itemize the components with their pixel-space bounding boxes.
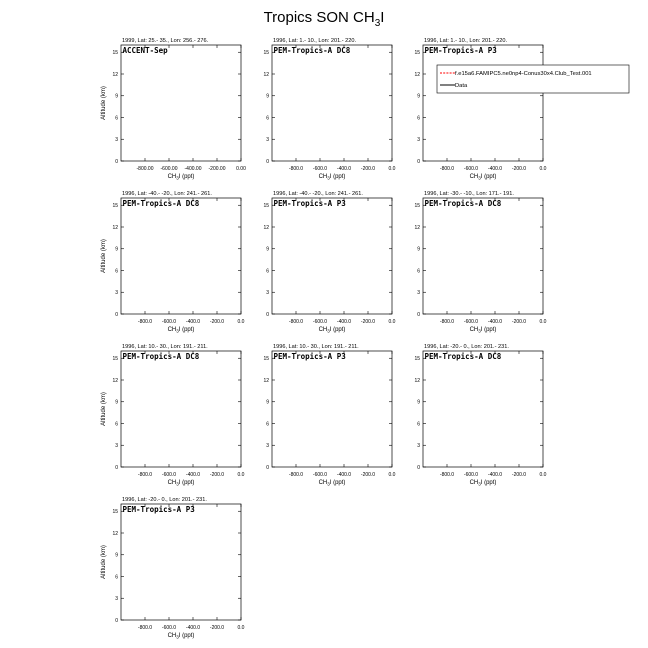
x-tick-label: -400.0 [487,319,503,325]
legend-entry: Data [455,83,468,89]
x-axis-label-subscript: 3 [327,328,330,334]
y-tick-label: 0 [115,158,118,165]
x-tick-label: -800.00 [136,166,154,172]
x-tick-label: -600.0 [312,472,328,478]
x-tick-label: -200.00 [208,166,226,172]
x-axis-label-main: CH [469,174,479,180]
y-tick-label: 6 [266,268,269,275]
y-tick-label: 6 [115,115,118,122]
x-tick-label: -400.00 [184,166,202,172]
x-axis-label-end: I (ppt) [178,327,195,333]
x-axis-label [319,480,346,487]
x-tick-label: -600.0 [463,319,479,325]
x-axis-label [319,174,346,181]
y-tick-label: 0 [115,311,118,318]
x-tick-label: 0.0 [539,166,547,172]
panel-info: 1999, Lat: 25.- 35., Lon: 256.- 276. [122,38,209,44]
y-tick-label: 0 [417,464,420,471]
x-axis-label-subscript: 3 [327,481,330,487]
x-tick-label: -600.0 [312,319,328,325]
x-tick-label: -600.00 [160,166,178,172]
y-tick-label: 3 [266,290,269,297]
legend-entry: f.e15a6.FAMIPC5.ne0np4-Conus30x4.Club_Test.001 [455,71,592,77]
x-axis-label [168,480,195,487]
y-tick-label: 3 [115,137,118,144]
x-tick-label: -600.0 [463,166,479,172]
x-tick-label: -800.0 [439,166,455,172]
y-tick-label: 9 [115,93,118,100]
x-tick-label: -600.0 [463,472,479,478]
figure-title-main: Tropics SON CH [263,9,375,26]
y-tick-label: 12 [263,71,269,78]
panel-info: 1996, Lat: 1.- 10., Lon: 201.- 220. [424,38,508,44]
y-tick-label: 9 [417,93,420,100]
y-tick-label: 0 [266,311,269,318]
y-tick-label: 12 [414,71,420,78]
plot-frame [423,351,543,467]
x-axis-label-subscript: 3 [176,175,179,181]
plot-frame [423,198,543,314]
y-tick-label: 6 [115,574,118,581]
panel-label: PEM-Tropics-A P3 [273,352,346,361]
y-tick-label: 15 [263,203,269,210]
x-tick-label: -200.0 [360,166,376,172]
y-tick-label: 15 [112,50,118,57]
y-tick-label: 15 [414,203,420,210]
x-tick-label: 0.0 [539,472,547,478]
x-axis-label [470,174,497,181]
x-tick-label: -400.0 [185,625,201,631]
y-tick-label: 15 [263,50,269,57]
x-tick-label: -200.0 [360,472,376,478]
x-axis-label-subscript: 3 [478,328,481,334]
x-tick-label: -800.0 [439,472,455,478]
x-tick-label: -800.0 [137,472,153,478]
y-tick-label: 3 [115,443,118,450]
panel-label: PEM-Tropics-A P3 [122,505,195,514]
x-axis-label-end: I (ppt) [178,174,195,180]
y-tick-label: 3 [266,137,269,144]
x-axis-label-end: I (ppt) [480,327,497,333]
x-tick-label: 0.0 [388,166,396,172]
x-axis-label-subscript: 3 [478,481,481,487]
y-tick-label: 15 [263,356,269,363]
figure-title-end: I [380,9,385,26]
y-tick-label: 6 [266,115,269,122]
panel-label: PEM-Tropics-A DC8 [424,199,502,208]
x-tick-label: -200.0 [209,319,225,325]
y-tick-label: 6 [115,421,118,428]
y-tick-label: 3 [417,290,420,297]
x-axis-label-main: CH [469,327,479,333]
y-tick-label: 9 [266,246,269,253]
y-tick-label: 3 [417,137,420,144]
x-axis-label-subscript: 3 [176,634,179,640]
y-tick-label: 12 [112,377,118,384]
x-tick-label: 0.0 [237,472,245,478]
plot-frame [272,45,392,161]
x-tick-label: -200.0 [511,472,527,478]
x-tick-label: -800.0 [439,319,455,325]
plot-frame [272,198,392,314]
y-axis-label: Altitude (km) [101,86,107,120]
y-tick-label: 9 [266,399,269,406]
y-tick-label: 9 [115,246,118,253]
plot-frame [121,198,241,314]
x-tick-label: -400.0 [336,472,352,478]
y-tick-label: 6 [417,115,420,122]
panel-info: 1996, Lat: 1.- 10., Lon: 201.- 220. [273,38,357,44]
x-tick-label: -800.0 [288,472,304,478]
x-axis-label [168,633,195,640]
y-tick-label: 9 [417,399,420,406]
y-axis-label: Altitude (km) [101,545,107,579]
plot-frame [121,504,241,620]
y-tick-label: 6 [417,421,420,428]
x-tick-label: 0.00 [236,166,246,172]
x-tick-label: -200.0 [511,166,527,172]
panel-label: ACCENT-Sep [122,46,168,55]
y-tick-label: 0 [115,464,118,471]
panel-info: 1996, Lat: 10.- 30., Lon: 191.- 211. [122,344,208,350]
y-tick-label: 0 [417,311,420,318]
plot-frame [121,351,241,467]
x-tick-label: -400.0 [487,166,503,172]
plot-frame [423,45,543,161]
y-tick-label: 3 [417,443,420,450]
x-axis-label-main: CH [318,327,328,333]
x-axis-label [470,480,497,487]
x-tick-label: -800.0 [288,319,304,325]
panel-info: 1996, Lat: -20.- 0., Lon: 201.- 231. [122,497,207,503]
y-tick-label: 12 [112,530,118,537]
y-tick-label: 12 [112,224,118,231]
y-tick-label: 12 [414,224,420,231]
x-tick-label: -400.0 [185,319,201,325]
figure-title-subscript: 3 [374,18,381,29]
y-axis-label: Altitude (km) [101,239,107,273]
x-tick-label: -400.0 [336,319,352,325]
panel-info: 1996, Lat: -30.- -10., Lon: 171.- 191. [424,191,514,197]
y-tick-label: 3 [115,290,118,297]
x-axis-label-end: I (ppt) [178,480,195,486]
y-tick-label: 0 [417,158,420,165]
y-tick-label: 3 [115,596,118,603]
panel-info: 1996, Lat: -20.- 0., Lon: 201.- 231. [424,344,509,350]
x-axis-label-end: I (ppt) [480,174,497,180]
x-axis-label-subscript: 3 [176,481,179,487]
y-tick-label: 9 [115,399,118,406]
plot-frame [272,351,392,467]
x-axis-label-subscript: 3 [478,175,481,181]
x-axis-label-end: I (ppt) [480,480,497,486]
x-axis-label [168,174,195,181]
y-tick-label: 15 [414,50,420,57]
y-tick-label: 9 [115,552,118,559]
x-tick-label: 0.0 [237,625,245,631]
y-tick-label: 6 [115,268,118,275]
x-axis-label-end: I (ppt) [329,480,346,486]
x-tick-label: 0.0 [237,319,245,325]
x-axis-label [319,327,346,334]
plot-frame [121,45,241,161]
x-tick-label: -600.0 [161,625,177,631]
x-axis-label-main: CH [167,174,177,180]
x-tick-label: 0.0 [388,472,396,478]
x-tick-label: -200.0 [511,319,527,325]
x-axis-label [168,327,195,334]
x-axis-label-end: I (ppt) [178,633,195,639]
y-axis-label: Altitude (km) [101,392,107,426]
panel-info: 1996, Lat: -40.- -20., Lon: 241.- 261. [122,191,212,197]
panel-label: PEM-Tropics-A DC8 [122,352,200,361]
y-tick-label: 12 [414,377,420,384]
y-tick-label: 15 [112,203,118,210]
x-tick-label: -800.0 [137,319,153,325]
y-tick-label: 9 [266,93,269,100]
panel-label: PEM-Tropics-A DC8 [273,46,351,55]
y-tick-label: 15 [414,356,420,363]
panel-info: 1996, Lat: -40.- -20., Lon: 241.- 261. [273,191,363,197]
x-tick-label: -600.0 [161,319,177,325]
x-axis-label-main: CH [318,174,328,180]
y-tick-label: 3 [266,443,269,450]
x-axis-label-main: CH [167,633,177,639]
x-axis-label-end: I (ppt) [329,174,346,180]
x-axis-label-main: CH [167,480,177,486]
x-tick-label: -800.0 [137,625,153,631]
x-tick-label: -400.0 [336,166,352,172]
y-tick-label: 0 [115,617,118,624]
y-tick-label: 12 [263,377,269,384]
x-tick-label: -400.0 [185,472,201,478]
y-tick-label: 0 [266,464,269,471]
x-axis-label-main: CH [167,327,177,333]
x-tick-label: -400.0 [487,472,503,478]
x-tick-label: -600.0 [312,166,328,172]
x-tick-label: 0.0 [539,319,547,325]
y-tick-label: 12 [263,224,269,231]
x-tick-label: -800.0 [288,166,304,172]
panel-label: PEM-Tropics-A DC8 [122,199,200,208]
panel-label: PEM-Tropics-A P3 [273,199,346,208]
x-axis-label [470,327,497,334]
y-tick-label: 6 [417,268,420,275]
panel-label: PEM-Tropics-A P3 [424,46,497,55]
panel-label: PEM-Tropics-A DC8 [424,352,502,361]
y-tick-label: 9 [417,246,420,253]
x-axis-label-subscript: 3 [327,175,330,181]
x-axis-label-main: CH [469,480,479,486]
x-tick-label: -600.0 [161,472,177,478]
y-tick-label: 15 [112,356,118,363]
x-tick-label: -200.0 [209,625,225,631]
x-tick-label: -200.0 [209,472,225,478]
x-axis-label-subscript: 3 [176,328,179,334]
y-tick-label: 15 [112,509,118,516]
x-axis-label-end: I (ppt) [329,327,346,333]
y-tick-label: 0 [266,158,269,165]
y-tick-label: 12 [112,71,118,78]
y-tick-label: 6 [266,421,269,428]
panel-info: 1996, Lat: 10.- 30., Lon: 191.- 211. [273,344,359,350]
x-axis-label-main: CH [318,480,328,486]
x-tick-label: -200.0 [360,319,376,325]
x-tick-label: 0.0 [388,319,396,325]
